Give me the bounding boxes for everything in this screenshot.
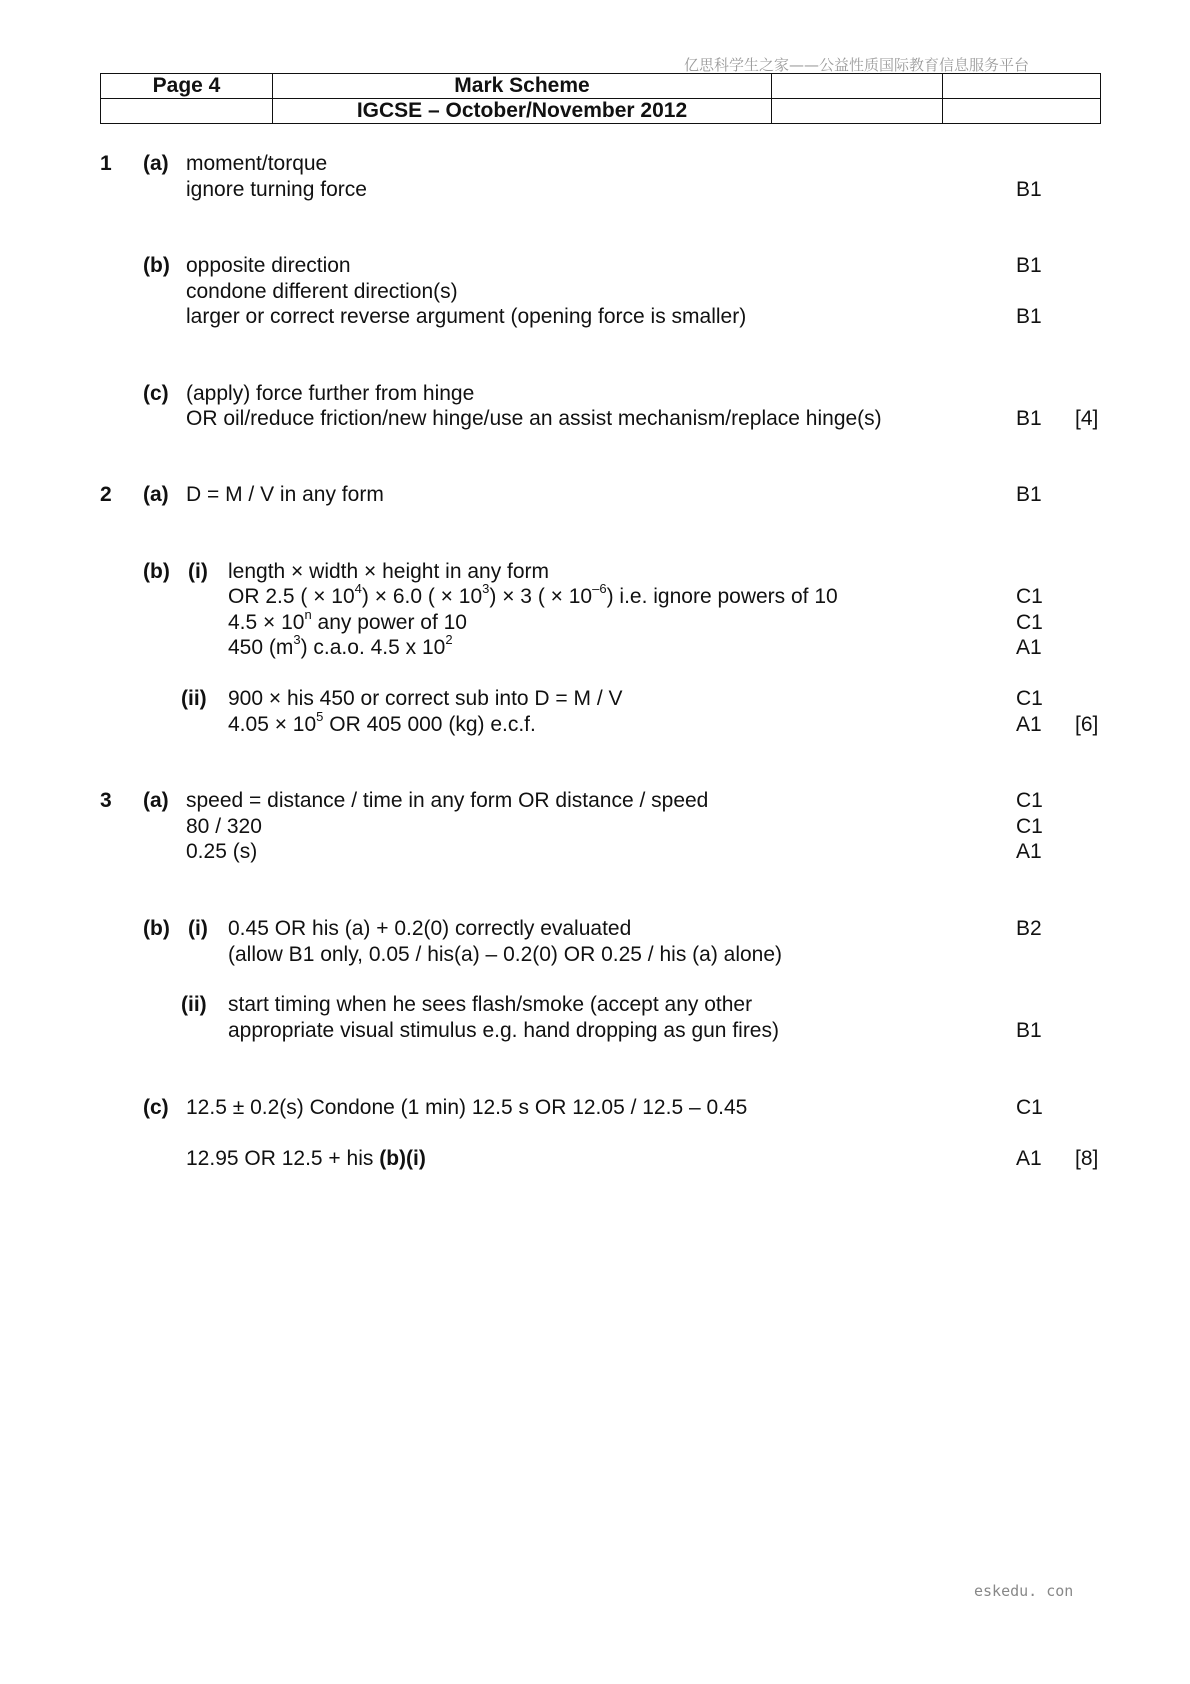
mark: C1 xyxy=(1016,687,1043,710)
answer-text: 450 $(m^3)$ c.a.o. 4.5 x $10^2$ xyxy=(228,632,453,659)
answer-text: 900 × his 450 or correct sub into D = M / V xyxy=(228,687,623,710)
mark: C1 xyxy=(1016,789,1043,812)
part-label: (b) xyxy=(143,560,170,583)
answer-text: ignore turning force xyxy=(186,178,367,201)
mark: B1 xyxy=(1016,305,1042,328)
document-title: Mark Scheme xyxy=(273,74,772,99)
answer-text: (apply) force further from hinge xyxy=(186,382,475,405)
answer-text: appropriate visual stimulus e.g. hand dropping as gun fires) xyxy=(228,1019,779,1042)
answer-text: $4.5 \times 10^n$ any power of 10 xyxy=(228,607,467,634)
header-cell-empty xyxy=(101,99,273,124)
answer-text: OR 2.5 ( × $10^4) \times 6.0$ ( × $10^3) \times 3$ ( × $10^{-6}$) i.e. ignore powers of 10 xyxy=(228,581,838,608)
question-total: [8] xyxy=(1075,1147,1099,1170)
header-cell-empty xyxy=(772,99,943,124)
part-label: (a) xyxy=(143,789,169,812)
mark: B1 xyxy=(1016,483,1042,506)
mark: B1 xyxy=(1016,178,1042,201)
mark: A1 xyxy=(1016,840,1042,863)
mark: A1 xyxy=(1016,1147,1042,1170)
mark: B1 xyxy=(1016,407,1042,430)
answer-text: condone different direction(s) xyxy=(186,280,458,303)
subpart-label: (i) xyxy=(188,560,208,583)
header-cell-empty xyxy=(943,74,1101,99)
mark: B1 xyxy=(1016,254,1042,277)
mark: B2 xyxy=(1016,917,1042,940)
subpart-label: (ii) xyxy=(181,993,207,1016)
part-label: (b) xyxy=(143,917,170,940)
header-cell-empty xyxy=(772,74,943,99)
part-label: (c) xyxy=(143,1096,169,1119)
part-label: (a) xyxy=(143,152,169,175)
mark: C1 xyxy=(1016,1096,1043,1119)
header-cell-empty xyxy=(943,99,1101,124)
part-label: (b) xyxy=(143,254,170,277)
answer-text: 12.95 OR 12.5 + his (b)(i) xyxy=(186,1147,426,1170)
mark: A1 xyxy=(1016,636,1042,659)
answer-text: D = M / V in any form xyxy=(186,483,384,506)
answer-text: 0.25 (s) xyxy=(186,840,258,863)
question-number: 1 xyxy=(100,152,112,175)
answer-text: start timing when he sees flash/smoke (accept any other xyxy=(228,993,753,1016)
question-total: [4] xyxy=(1075,407,1099,430)
answer-text: OR oil/reduce friction/new hinge/use an assist mechanism/replace hinge(s) xyxy=(186,407,882,430)
answer-text: length × width × height in any form xyxy=(228,560,550,583)
answer-text: opposite direction xyxy=(186,254,351,277)
answer-text: 12.5 ± 0.2(s) Condone (1 min) 12.5 s OR 12.05 / 12.5 – 0.45 xyxy=(186,1096,748,1119)
page-number: Page 4 xyxy=(101,74,273,99)
footer-site: eskedu. con xyxy=(974,1582,1074,1600)
exam-session: IGCSE – October/November 2012 xyxy=(273,99,772,124)
answer-text: speed = distance / time in any form OR distance / speed xyxy=(186,789,709,812)
answer-text: larger or correct reverse argument (opening force is smaller) xyxy=(186,305,747,328)
answer-text: 80 / 320 xyxy=(186,815,262,838)
answer-text: $4.05 \times 10^5$ OR 405 000 (kg) e.c.f. xyxy=(228,709,536,736)
question-number: 3 xyxy=(100,789,112,812)
mark: A1 xyxy=(1016,713,1042,736)
subpart-label: (ii) xyxy=(181,687,207,710)
answer-text: (allow B1 only, 0.05 / his(a) – 0.2(0) OR 0.25 / his (a) alone) xyxy=(228,943,783,966)
mark: B1 xyxy=(1016,1019,1042,1042)
mark: C1 xyxy=(1016,815,1043,838)
part-label: (a) xyxy=(143,483,169,506)
watermark: 亿思科学生之家——公益性质国际教育信息服务平台 xyxy=(684,56,1030,74)
question-number: 2 xyxy=(100,483,112,506)
header-table xyxy=(100,73,1101,124)
mark: C1 xyxy=(1016,585,1043,608)
answer-text: 0.45 OR his (a) + 0.2(0) correctly evaluated xyxy=(228,917,632,940)
mark: C1 xyxy=(1016,611,1043,634)
subpart-label: (i) xyxy=(188,917,208,940)
answer-text: moment/torque xyxy=(186,152,328,175)
question-total: [6] xyxy=(1075,713,1099,736)
part-label: (c) xyxy=(143,382,169,405)
